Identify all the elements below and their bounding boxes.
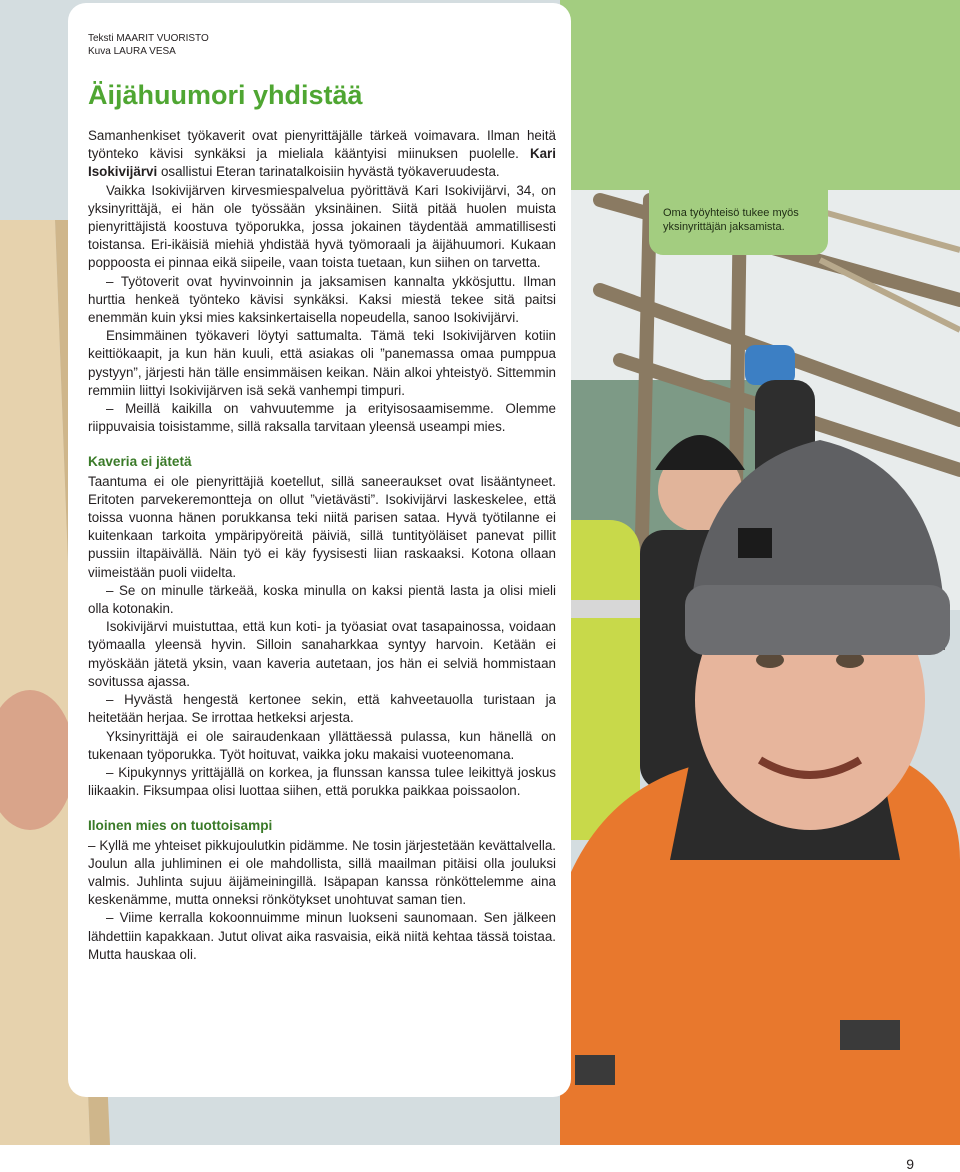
- article-body: [88, 127, 556, 964]
- section-heading-kaveria: Kaveria ei jätetä: [88, 454, 192, 470]
- paragraph: – Kipukynnys yrittäjällä on korkea, ja flunssan kanssa tulee leikittyä joskus liikaakin. Fiksumpaa olisi luottaa siihen, että porukka paikkaa poissaolon.: [88, 764, 556, 799]
- lead-paragraph: [88, 127, 556, 182]
- lead-name: Kari Isokivijärvi: [88, 146, 556, 180]
- credit-text-line: Teksti MAARIT VUORISTO: [88, 33, 209, 44]
- paragraph: Yksinyrittäjä ei ole sairaudenkaan yllättäessä pulassa, kun hänellä on tukenaan työporukka. Työt hoituvat, vaikka joku makaisi vuoteenomana.: [88, 728, 556, 762]
- paragraph: – Se on minulle tärkeää, koska minulla on kaksi pientä lasta ja olisi mieli olla kotonakin.: [88, 582, 556, 617]
- credit-photo-line: Kuva LAURA VESA: [88, 46, 176, 57]
- paragraph: – Viime kerralla kokoonnuimme minun luokseni saunomaan. Sen jälkeen lähdettiin kapakkaan. Jutut olivat aika rasvaisia, eikä niitä kehtaa tässä toistaa. Mutta hauskaa oli.: [88, 910, 556, 962]
- paragraph: – Työtoverit ovat hyvinvoinnin ja jaksamisen kannalta ykkösjuttu. Ilman hurttia henkeä työnteko kävisi synkäksi. Kaksi miestä tekee sitä paitsi enemmän kuin yksi mies kaksinkertaisella nopeudella, sanoo Isokivijärvi.: [88, 273, 556, 326]
- paragraph: Ensimmäinen työkaveri löytyi sattumalta. Tämä teki Isokivijärven kotiin keittiökaapit, ja kun hän kuuli, että asiakas oli ”panemassa omaa pumppua pystyyn”, järjesti hän tälle ensimmäisen keikan. Näin alkoi yhteistyö. Sittemmin remmiin liittyi Isokivijärven isä sekä vanhempi timpuri.: [88, 328, 556, 398]
- paragraph: – Meillä kaikilla on vahvuutemme ja erityisosaamisemme. Olemme riippuvaisia toisistamme, sillä raksalla tarvitaan yleensä useampi mies.: [88, 401, 556, 435]
- photo-caption: Oma työyhteisö tukee myös yksinyrittäjän jaksamista.: [663, 207, 799, 233]
- lead-text-end: osallistui Eteran tarinatalkoisiin hyvästä työkaveruudesta.: [157, 164, 500, 180]
- page-number: 9: [906, 1156, 914, 1172]
- green-header-band: [560, 0, 960, 190]
- lead-text-start: Samanhenkiset työkaverit ovat pienyrittäjälle tärkeä voimavara. Ilman heitä työnteko kävisi synkäksi ja mieliala kääntyisi miinuksen puolelle.: [88, 128, 556, 162]
- paragraph: Vaikka Isokivijärven kirvesmiespalvelua pyörittävä Kari Isokivijärvi, 34, on yksinyrittäjä, ei hän ole työssään yksinäinen. Siitä pitää huolen muista pienyrittäjistä koostuva työporukka, jossa jokainen täydentää ammatillisesti toistansa. Eri-ikäisiä miehiä yhdistää hyvä työmoraali ja äijähuumori. Kukaan poppoosta ei pinnaa eikä siipeile, vaan toista tuetaan, kun siihen on tarvetta.: [88, 182, 556, 271]
- paragraph: Taantuma ei ole pienyrittäjiä koetellut, sillä saneeraukset ovat lisääntyneet. Eritoten parvekeremontteja on ollut ”vietävästi”. Isokivijärvi laskeskelee, että toissa vuonna hänen porukkansa teki niitä parisen sataa. Hyvä työtilanne ei kuitenkaan tarkoita ympäripyöreitä päiviä, sillä tuntityöläiset panevat pillit pussiin iltapäivällä. Näin työ ei käy fyysisesti liian raskaaksi. Kotona ollaan viimeistään puoli viidelta.: [88, 473, 556, 580]
- paragraph: Isokivijärvi muistuttaa, että kun koti- ja työasiat ovat tasapainossa, voidaan työmaalla yleensä hyvin. Silloin sanaharkkaa syntyy harvoin. Ketään ei myöskään jätetä yksin, vaan kaveria autetaan, jos hän ei selviä hommistaan sovitussa ajassa.: [88, 619, 556, 689]
- page-bottom-margin: [0, 1145, 960, 1171]
- article-panel: [68, 3, 571, 1097]
- section-heading-iloinen: Iloinen mies on tuottoisampi: [88, 818, 273, 834]
- caption-box: [649, 189, 828, 255]
- article-headline: Äijähuumori yhdistää: [88, 80, 363, 110]
- paragraph: – Kyllä me yhteiset pikkujoulutkin pidämme. Ne tosin järjestetään kevättalvella. Joulun alla juhliminen ei ole mahdollista, sillä maailman pitäisi olla jouluksi valmis. Juhlinta sujuu äijämeiningillä. Isäpapan kanssa rönköttelemme aina keskenämme, mutta onneksi rönkötykset unohtuvat saman tien.: [88, 837, 556, 908]
- credits: [88, 32, 209, 58]
- paragraph: – Hyvästä hengestä kertonee sekin, että kahveetauolla turistaan ja heitetään herjaa. Se irrottaa hetkeksi arjesta.: [88, 692, 556, 726]
